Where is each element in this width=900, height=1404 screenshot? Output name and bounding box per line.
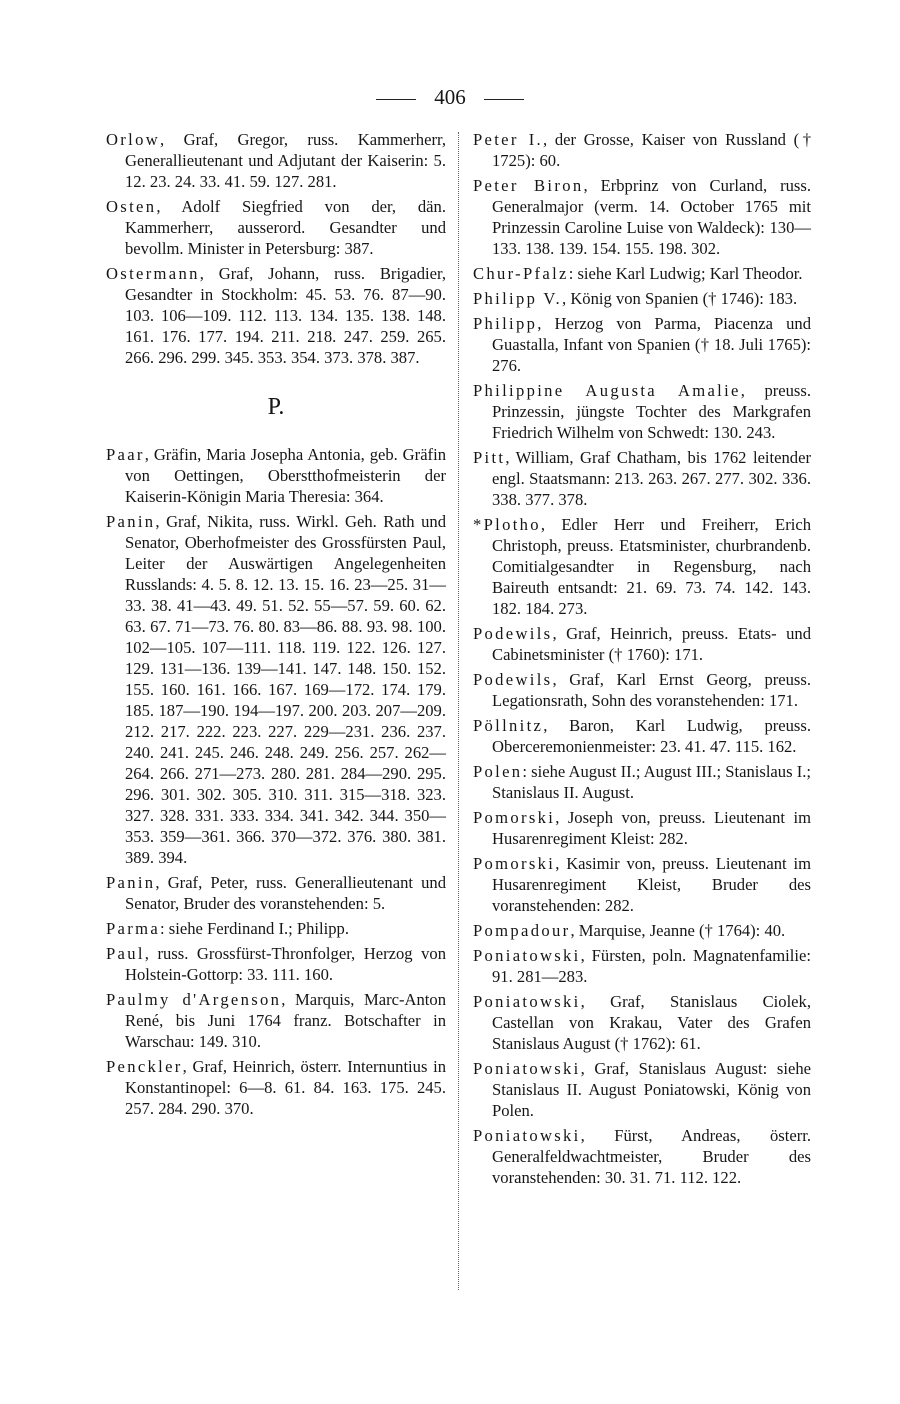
header-dash-right — [484, 99, 524, 100]
entry-text: : siehe Karl Ludwig; Karl Theodor. — [568, 264, 803, 283]
index-entry — [473, 1125, 811, 1188]
entry-text: , Graf, Nikita, russ. Wirkl. Geh. Rath und Senator, Oberhofmeister des Grossfürsten Paul, Leiter der Auswärtigen Angelegenheiten Russlands: 4. 5. 8. 12. 13. 15. 16. 23—25. 31—33. 38. 41—43. 49. 51. 52. 55—57. 59. 60. 62. 63. 67. 71—73. 76. 80. 83—86. 88. 93. 98. 100. 102—105. 107—111. 118. 119. 122. 126. 127. 129. 131—136. 139—141. 147. 148. 150. 152. 155. 160. 161. 166. 167. 169—172. 174. 179. 185. 187—190. 194—197. 200. 203. 207—209. 212. 217. 222. 223. 227. 229—231. 236. 237. 240. 241. 245. 246. 248. 249. 256. 257. 262—264. 266. 271—273. 280. 281. 284—290. 295. 296. 301. 302. 305. 310. 311. 315—318. 323. 327. 328. 331. 333. 334. 341. 342. 344. 350—353. 359—361. 366. 370—372. 376. 380. 381. 389. 394. — [125, 512, 446, 867]
entry-text: , Graf, Stanislaus Ciolek, Castellan von Krakau, Vater des Grafen Stanislaus August († 1762): 61. — [492, 992, 811, 1053]
entry-headword: Orlow — [106, 130, 161, 149]
entries-right — [473, 129, 811, 1188]
entry-headword: Poniatowski — [473, 946, 581, 965]
index-entry — [106, 989, 446, 1052]
entry-headword: Osten — [106, 197, 157, 216]
index-entry — [473, 380, 811, 443]
header-dash-left — [376, 99, 416, 100]
entry-headword: Polen — [473, 762, 523, 781]
entry-text: , Gräfin, Maria Josepha Antonia, geb. Gräfin von Oettingen, Oberstthofmeisterin der Kaiserin-Königin Maria Theresia: 364. — [125, 445, 446, 506]
index-entry — [473, 623, 811, 665]
entry-headword: Peter I. — [473, 130, 544, 149]
page-number: 406 — [434, 85, 466, 109]
entry-headword: Ostermann — [106, 264, 200, 283]
entry-headword: Pomorski — [473, 808, 556, 827]
entry-headword: Parma — [106, 919, 161, 938]
entry-text: , Graf, Karl Ernst Georg, preuss. Legationsrath, Sohn des voranstehenden: 171. — [492, 670, 811, 710]
entry-headword: Penckler — [106, 1057, 183, 1076]
right-column — [473, 129, 811, 1192]
entry-text: , Fürsten, poln. Magnatenfamilie: 91. 281—283. — [492, 946, 811, 986]
entries-o — [106, 129, 446, 368]
index-entry — [473, 313, 811, 376]
entry-headword: Philipp — [473, 314, 538, 333]
entry-text: , Graf, Peter, russ. Generallieutenant und Senator, Bruder des voranstehenden: 5. — [125, 873, 446, 913]
index-entry — [473, 991, 811, 1054]
index-entry — [106, 943, 446, 985]
entry-text: , Baron, Karl Ludwig, preuss. Oberceremonienmeister: 23. 41. 47. 115. 162. — [492, 716, 811, 756]
index-entry — [473, 447, 811, 510]
index-entry — [473, 514, 811, 619]
index-entry — [106, 918, 446, 939]
entry-headword: Pompadour — [473, 921, 571, 940]
entry-headword: Peter Biron — [473, 176, 584, 195]
entry-headword: Podewils — [473, 624, 553, 643]
entry-text: , preuss. Prinzessin, jüngste Tochter des Markgrafen Friedrich Wilhelm von Schwedt: 130. 243. — [492, 381, 811, 442]
entry-text: , russ. Grossfürst-Thronfolger, Herzog von Holstein-Gottorp: 33. 111. 160. — [125, 944, 446, 984]
entry-headword: Pöllnitz — [473, 716, 544, 735]
entry-headword: Paar — [106, 445, 145, 464]
entry-text: , Joseph von, preuss. Lieutenant im Husarenregiment Kleist: 282. — [492, 808, 811, 848]
entry-text: , König von Spanien († 1746): 183. — [562, 289, 798, 308]
entry-headword: *Plotho — [473, 515, 541, 534]
index-entry — [473, 263, 811, 284]
index-entry — [473, 807, 811, 849]
entry-text: , Adolf Siegfried von der, dän. Kammerherr, ausserord. Gesandter und bevollm. Minister in Petersburg: 387. — [125, 197, 446, 258]
entry-headword: Poniatowski — [473, 1059, 581, 1078]
index-entry — [106, 444, 446, 507]
entry-headword: Panin — [106, 512, 156, 531]
index-entry — [473, 853, 811, 916]
index-entry — [106, 511, 446, 868]
entry-text: , Graf, Heinrich, österr. Internuntius in Konstantinopel: 6—8. 61. 84. 163. 175. 245. 257. 284. 290. 370. — [125, 1057, 446, 1118]
entry-text: , Edler Herr und Freiherr, Erich Christoph, preuss. Etatsminister, churbrandenb. Comitialgesandter in Regensburg, nach Baireuth entsandt: 21. 69. 73. 74. 142. 143. 182. 184. 273. — [492, 515, 811, 618]
index-entry — [106, 196, 446, 259]
entry-text: , Marquise, Jeanne († 1764): 40. — [570, 921, 786, 940]
page-header — [0, 84, 900, 110]
index-entry — [473, 945, 811, 987]
entry-headword: Podewils — [473, 670, 553, 689]
entry-headword: Pitt — [473, 448, 506, 467]
entry-headword: Poniatowski — [473, 1126, 581, 1145]
section-letter-p: P. — [267, 394, 285, 420]
index-entry — [473, 920, 811, 941]
entry-text: , Graf, Johann, russ. Brigadier, Gesandter in Stockholm: 45. 53. 76. 87—90. 103. 106—109. 112. 113. 134. 135. 138. 148. 161. 176. 177. 194. 211. 218. 247. 259. 265. 266. 296. 299. 345. 353. 354. 373. 378. 387. — [125, 264, 446, 367]
entry-headword: Chur-Pfalz — [473, 264, 569, 283]
index-entry — [106, 872, 446, 914]
entries-p — [106, 444, 446, 1119]
index-entry — [473, 1058, 811, 1121]
entry-text: : siehe August II.; August III.; Stanislaus I.; Stanislaus II. August. — [492, 762, 811, 802]
entry-text: , William, Graf Chatham, bis 1762 leitender engl. Staatsmann: 213. 263. 267. 277. 302. 336. 338. 377. 378. — [492, 448, 811, 509]
entry-text: , der Grosse, Kaiser von Russland († 1725): 60. — [492, 130, 811, 170]
index-entry — [473, 288, 811, 309]
index-entry — [473, 175, 811, 259]
entry-text: , Kasimir von, preuss. Lieutenant im Husarenregiment Kleist, Bruder des voranstehenden: 282. — [492, 854, 811, 915]
entry-text: , Fürst, Andreas, österr. Generalfeldwachtmeister, Bruder des voranstehenden: 30. 31. 71. 112. 122. — [492, 1126, 811, 1187]
entry-text: , Graf, Stanislaus August: siehe Stanislaus II. August Poniatowski, König von Polen. — [492, 1059, 811, 1120]
entry-text: , Marquis, Marc-Anton René, bis Juni 1764 franz. Botschafter in Warschau: 149. 310. — [125, 990, 447, 1051]
entry-headword: Panin — [106, 873, 156, 892]
index-entry — [106, 1056, 446, 1119]
index-entry — [106, 129, 446, 192]
entry-headword: Poniatowski — [473, 992, 581, 1011]
index-entry — [473, 715, 811, 757]
entry-text: : siehe Ferdinand I.; Philipp. — [160, 919, 349, 938]
entry-headword: Paul — [106, 944, 145, 963]
index-entry — [473, 669, 811, 711]
index-entry — [106, 263, 446, 368]
entry-text: , Erbprinz von Curland, russ. Generalmajor (verm. 14. October 1765 mit Prinzessin Caroline Luise von Waldeck): 130—133. 138. 139. 154. 155. 198. 302. — [492, 176, 811, 258]
entry-headword: Pomorski — [473, 854, 556, 873]
entry-text: , Graf, Heinrich, preuss. Etats- und Cabinetsminister († 1760): 171. — [492, 624, 811, 664]
index-entry — [473, 129, 811, 171]
entry-headword: Philipp V. — [473, 289, 563, 308]
entry-headword: Philippine Augusta Amalie — [473, 381, 741, 400]
column-divider — [458, 132, 459, 1290]
entry-text: , Herzog von Parma, Piacenza und Guastalla, Infant von Spanien († 18. Juli 1765): 276. — [492, 314, 811, 375]
entry-text: , Graf, Gregor, russ. Kammerherr, Generallieutenant und Adjutant der Kaiserin: 5. 12. 23. 24. 33. 41. 59. 127. 281. — [125, 130, 446, 191]
index-entry — [473, 761, 811, 803]
left-column — [106, 129, 446, 1123]
entry-headword: Paulmy d'Argenson — [106, 990, 282, 1009]
